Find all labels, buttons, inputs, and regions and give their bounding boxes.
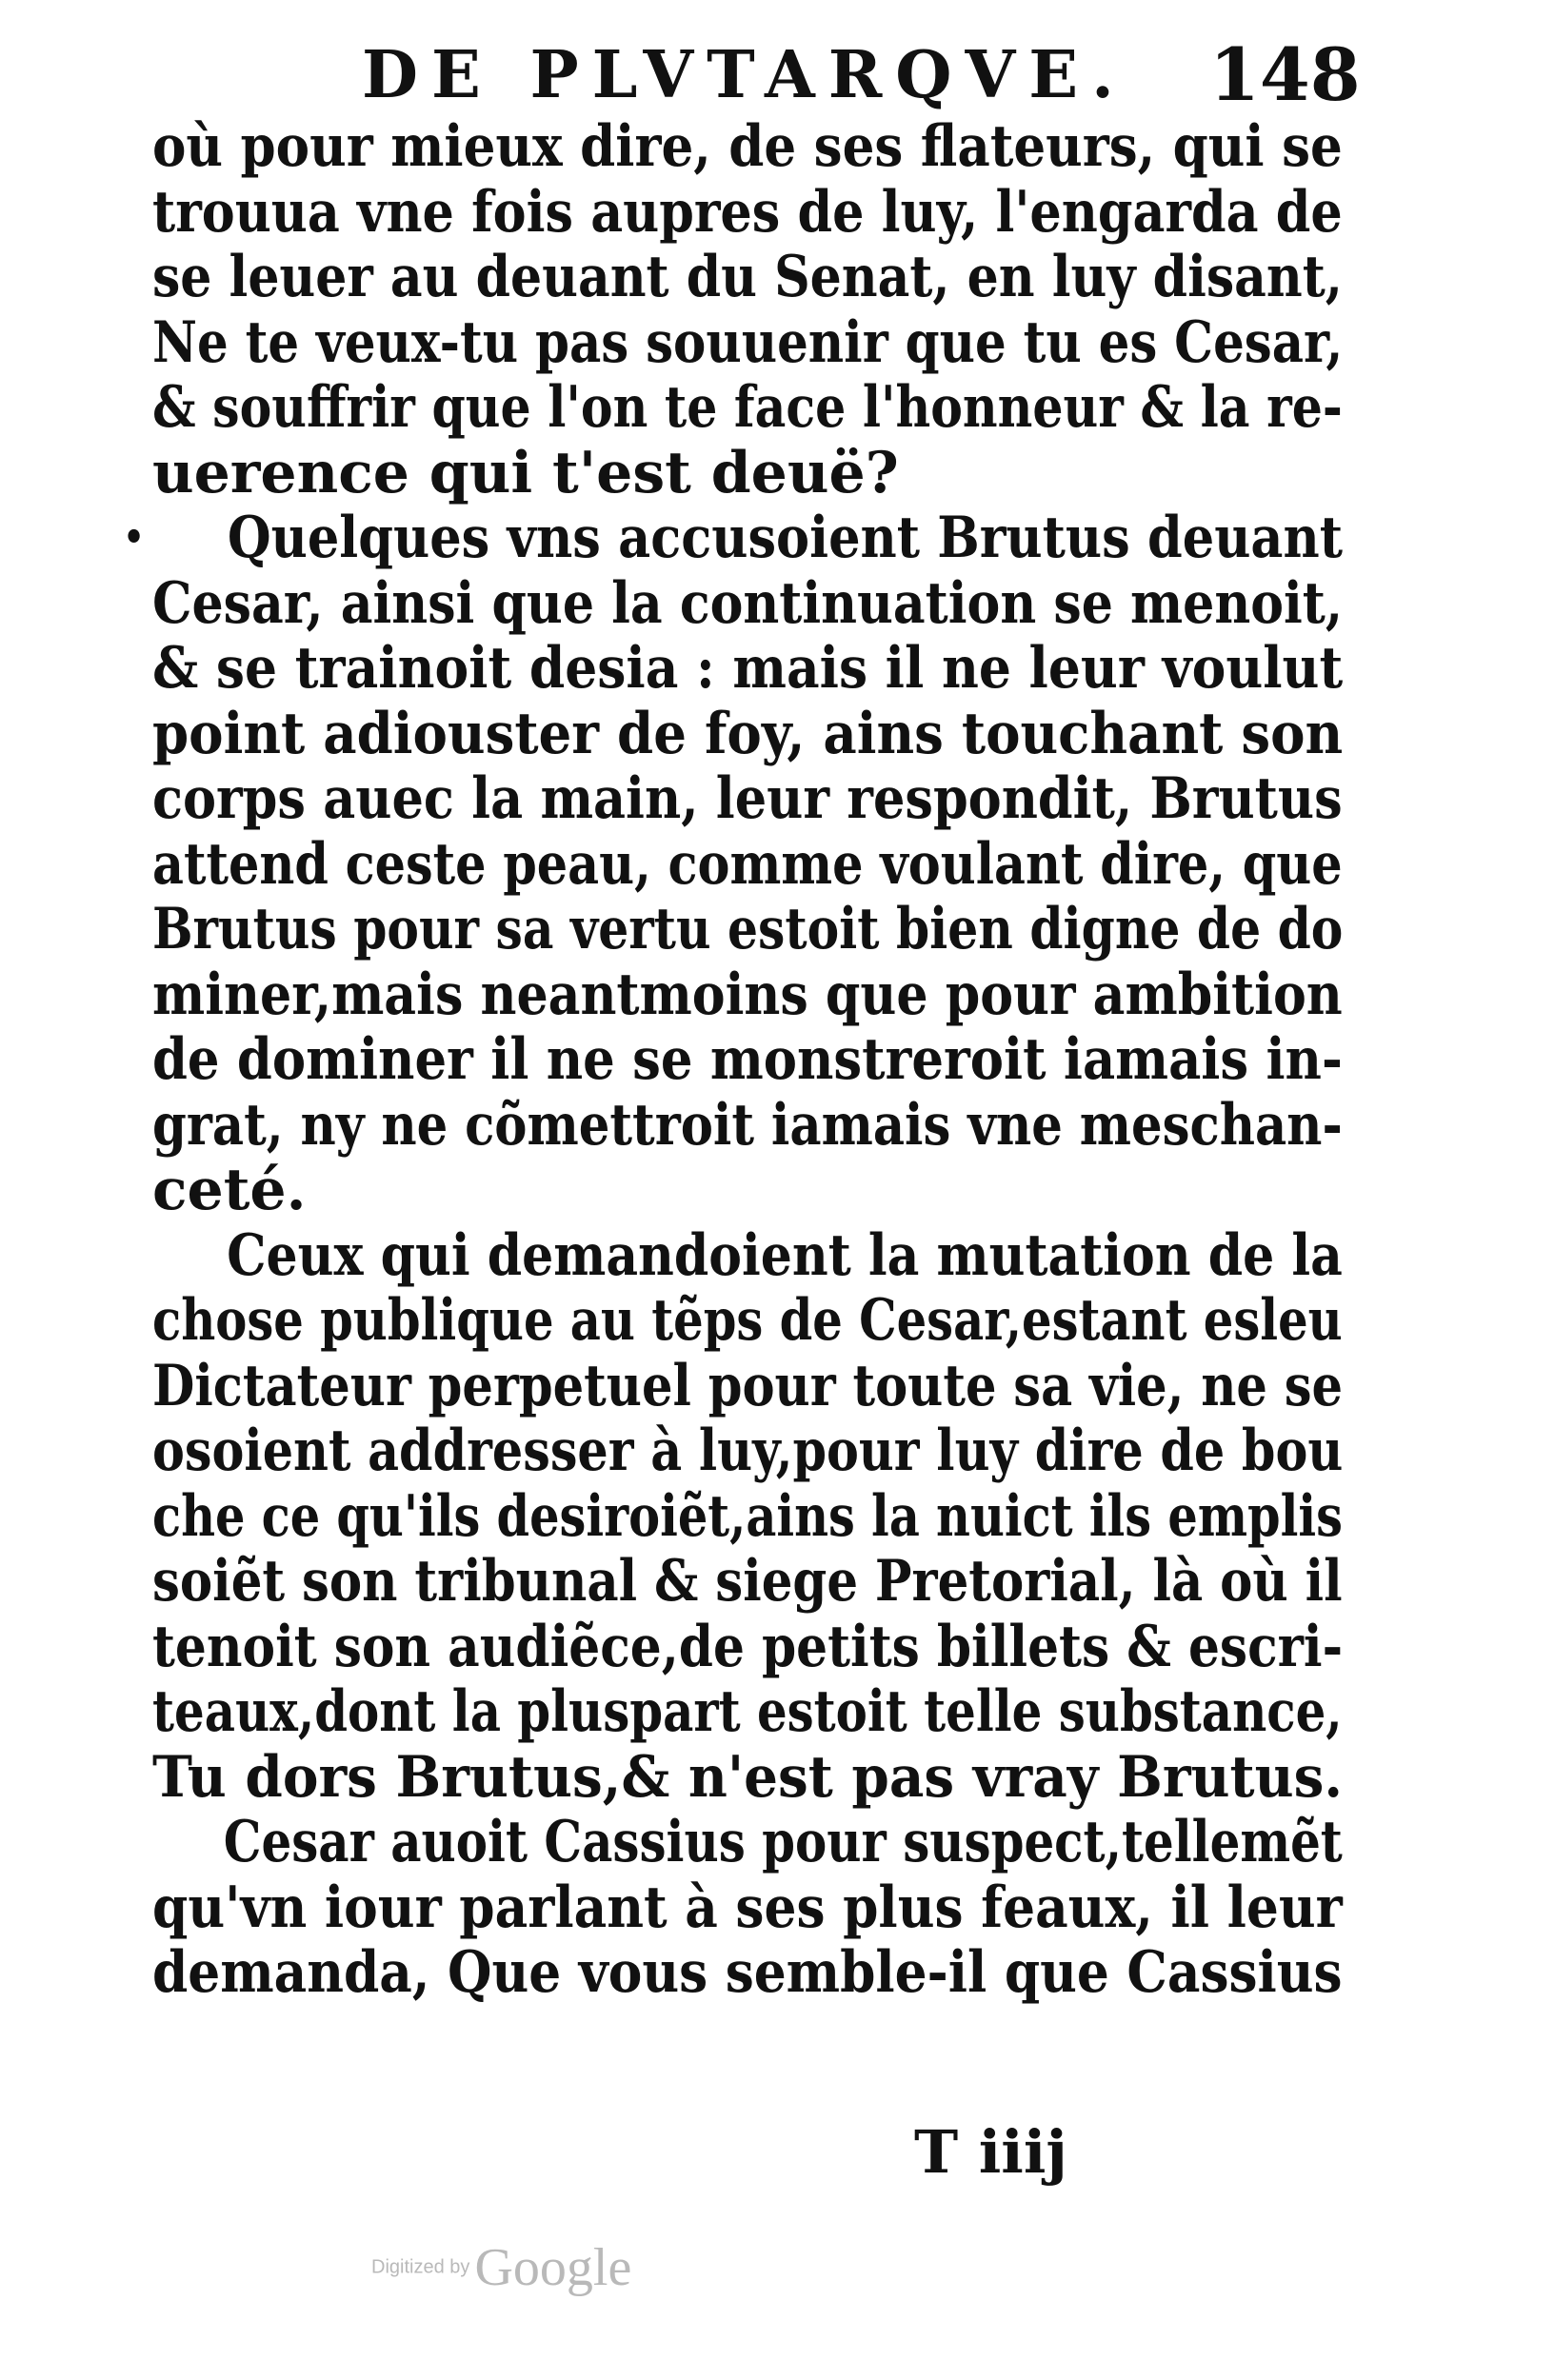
text-line: ceté.: [152, 1157, 307, 1223]
text-line: & souffrir que l'on te face l'honneur & la re-: [152, 374, 1343, 441]
text-line: demanda, Que vous semble-il que Cassius: [152, 1939, 1343, 2006]
text-line: où pour mieux dire, de ses flateurs, qui se: [152, 113, 1343, 180]
signature-mark: T iiij: [914, 2117, 1067, 2187]
text-line: de dominer il ne se monstreroit iamais in-: [152, 1026, 1343, 1093]
text-line: uerence qui t'est deuë?: [152, 439, 899, 506]
text-line: Cesar auoit Cassius pour suspect,tellemẽt: [223, 1809, 1343, 1875]
text-line: miner,mais neantmoins que pour ambition: [152, 961, 1343, 1028]
text-line: attend ceste peau, comme voulant dire, que: [152, 830, 1343, 898]
watermark-prefix: Digitized by: [371, 2256, 470, 2278]
text-line: Ceux qui demandoient la mutation de la: [227, 1221, 1343, 1289]
text-line: trouua vne fois aupres de luy, l'engarda de: [152, 178, 1343, 246]
text-line: qu'vn iour parlant à ses plus feaux, il leur: [152, 1874, 1343, 1941]
text-line: Brutus pour sa vertu estoit bien digne de do: [152, 896, 1344, 962]
text-line: che ce qu'ils desiroiẽt,ains la nuict ils emplis: [152, 1482, 1343, 1550]
text-line: tenoit son audiẽce,de petits billets & escri-: [152, 1613, 1344, 1680]
text-line-content: Quelques vns accusoient Brutus deuant: [227, 505, 1343, 571]
running-title: DE PLVTARQVE.: [362, 37, 1127, 113]
text-line: soiẽt son tribunal & siege Pretorial, là où il: [152, 1548, 1343, 1615]
digitization-watermark: [371, 2237, 632, 2297]
text-line: grat, ny ne cõmettroit iamais vne meschan-: [152, 1091, 1343, 1159]
text-line: Cesar, ainsi que la continuation se menoit,: [152, 569, 1344, 637]
text-line: se leuer au deuant du Senat, en luy disant,: [152, 244, 1343, 310]
text-line: teaux,dont la pluspart estoit telle substance,: [152, 1678, 1343, 1745]
text-line: Dictateur perpetuel pour toute sa vie, ne se: [152, 1352, 1344, 1419]
google-logo-text: Google: [474, 2238, 632, 2297]
paragraph-start-line: [123, 505, 1343, 571]
text-line: osoient addresser à luy,pour luy dire de bou: [152, 1418, 1344, 1484]
text-line: & se trainoit desia : mais il ne leur voulut: [152, 635, 1344, 702]
body-text: [123, 113, 1344, 2006]
bullet-mark: •: [123, 515, 145, 560]
page-number: 148: [1209, 32, 1361, 117]
text-line: point adiouster de foy, ains touchant son: [152, 700, 1344, 767]
text-line: chose publique au tẽps de Cesar,estant esleu: [152, 1287, 1343, 1354]
text-line: corps auec la main, leur respondit, Brutus: [152, 765, 1343, 832]
running-head: [362, 32, 1361, 118]
text-line: Tu dors Brutus,& n'est pas vray Brutus.: [152, 1743, 1343, 1811]
text-line: Ne te veux-tu pas souuenir que tu es Cesar,: [152, 308, 1344, 376]
